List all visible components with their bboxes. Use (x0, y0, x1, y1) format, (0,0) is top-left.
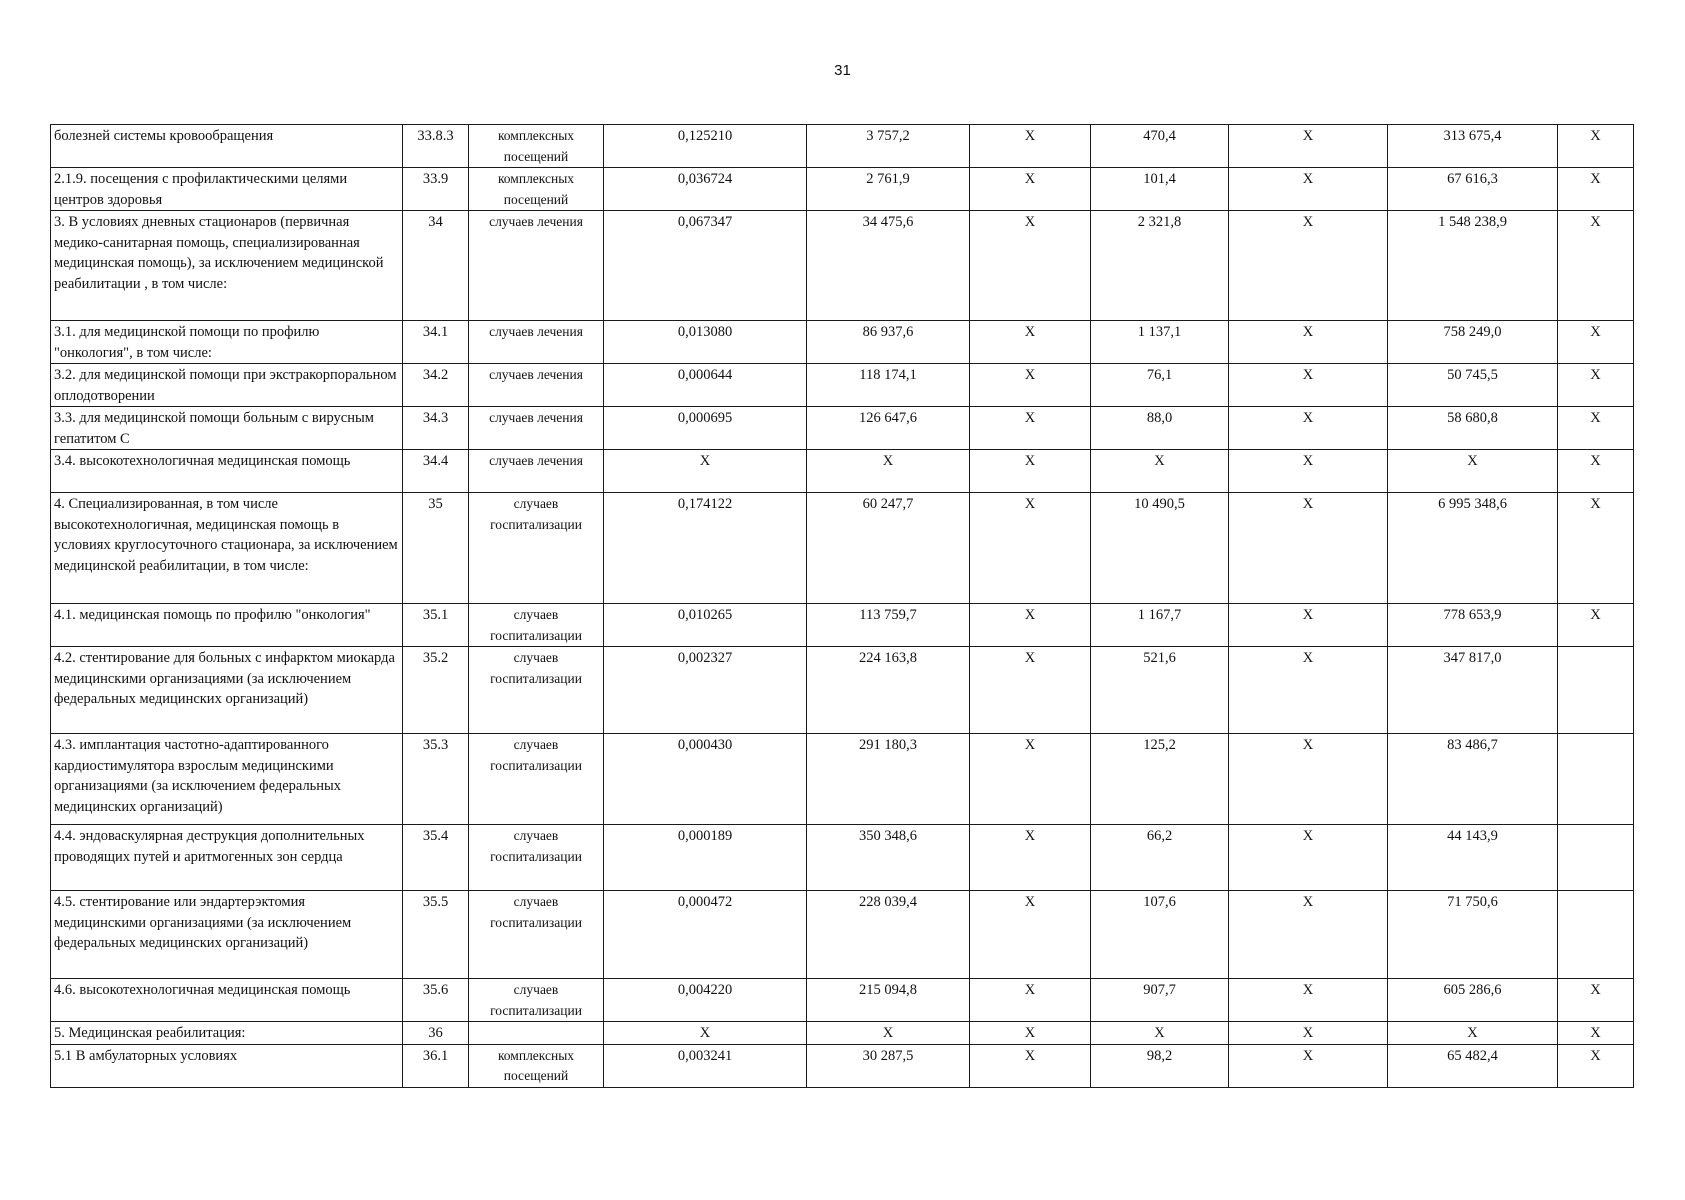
row-name-cell: 4.1. медицинская помощь по профилю "онкология" (51, 604, 403, 647)
row-cost-cell: 215 094,8 (807, 979, 970, 1022)
row-x1-cell: X (970, 364, 1091, 407)
row-x2-cell: X (1229, 450, 1388, 493)
table-row (51, 364, 1634, 407)
row-total-cell: X (1388, 450, 1558, 493)
row-name-cell: 4. Специализированная, в том числе высокотехнологичная, медицинская помощь в условиях круглосуточного стационара, за исключением медицинской реабилитации, в том числе: (51, 493, 403, 604)
row-per-capita-cell: 1 137,1 (1091, 321, 1229, 364)
row-code-cell: 34.2 (403, 364, 469, 407)
row-last-cell: X (1558, 321, 1634, 364)
row-x2-cell: X (1229, 647, 1388, 734)
row-norm-cell: 0,000695 (604, 407, 807, 450)
row-code-cell: 35.4 (403, 825, 469, 891)
table-row (51, 1044, 1634, 1087)
row-total-cell: 44 143,9 (1388, 825, 1558, 891)
row-name-cell: 4.5. стентирование или эндартерэктомия медицинскими организациями (за исключением федеральных медицинских организаций) (51, 891, 403, 979)
row-x1-cell: X (970, 168, 1091, 211)
row-name-cell: 3.1. для медицинской помощи по профилю "онкология", в том числе: (51, 321, 403, 364)
table-row (51, 1022, 1634, 1045)
row-x1-cell: X (970, 979, 1091, 1022)
row-unit-cell: комплексных посещений (469, 125, 604, 168)
table-row (51, 125, 1634, 168)
table-row (51, 604, 1634, 647)
row-total-cell: 1 548 238,9 (1388, 211, 1558, 321)
row-last-cell: X (1558, 125, 1634, 168)
row-code-cell: 34.3 (403, 407, 469, 450)
row-cost-cell: X (807, 1022, 970, 1045)
table-row (51, 979, 1634, 1022)
row-cost-cell: 126 647,6 (807, 407, 970, 450)
row-code-cell: 33.8.3 (403, 125, 469, 168)
page-number: 31 (834, 62, 851, 79)
row-cost-cell: 34 475,6 (807, 211, 970, 321)
row-name-cell: болезней системы кровообращения (51, 125, 403, 168)
row-total-cell: 347 817,0 (1388, 647, 1558, 734)
row-cost-cell: 350 348,6 (807, 825, 970, 891)
row-code-cell: 34.1 (403, 321, 469, 364)
row-code-cell: 35.2 (403, 647, 469, 734)
row-x1-cell: X (970, 825, 1091, 891)
table-row (51, 321, 1634, 364)
row-last-cell: X (1558, 407, 1634, 450)
row-norm-cell: 0,003241 (604, 1044, 807, 1087)
row-last-cell: X (1558, 450, 1634, 493)
table-row (51, 211, 1634, 321)
row-total-cell: 313 675,4 (1388, 125, 1558, 168)
row-unit-cell: случаев госпитализации (469, 979, 604, 1022)
row-cost-cell: 291 180,3 (807, 734, 970, 825)
row-per-capita-cell: 2 321,8 (1091, 211, 1229, 321)
row-cost-cell: 60 247,7 (807, 493, 970, 604)
row-unit-cell: случаев лечения (469, 450, 604, 493)
row-total-cell: 778 653,9 (1388, 604, 1558, 647)
row-last-cell (1558, 891, 1634, 979)
row-per-capita-cell: 907,7 (1091, 979, 1229, 1022)
row-per-capita-cell: 1 167,7 (1091, 604, 1229, 647)
row-unit-cell: случаев госпитализации (469, 891, 604, 979)
row-per-capita-cell: 107,6 (1091, 891, 1229, 979)
row-last-cell: X (1558, 211, 1634, 321)
row-cost-cell: X (807, 450, 970, 493)
row-norm-cell: 0,174122 (604, 493, 807, 604)
row-x2-cell: X (1229, 825, 1388, 891)
row-last-cell (1558, 734, 1634, 825)
row-unit-cell (469, 1022, 604, 1045)
row-x2-cell: X (1229, 321, 1388, 364)
row-norm-cell: 0,004220 (604, 979, 807, 1022)
row-norm-cell: 0,067347 (604, 211, 807, 321)
row-norm-cell: 0,002327 (604, 647, 807, 734)
row-unit-cell: комплексных посещений (469, 1044, 604, 1087)
row-norm-cell: X (604, 1022, 807, 1045)
row-unit-cell: случаев госпитализации (469, 734, 604, 825)
row-x2-cell: X (1229, 125, 1388, 168)
row-cost-cell: 224 163,8 (807, 647, 970, 734)
row-per-capita-cell: 98,2 (1091, 1044, 1229, 1087)
row-total-cell: 50 745,5 (1388, 364, 1558, 407)
row-norm-cell: 0,000189 (604, 825, 807, 891)
row-total-cell: 83 486,7 (1388, 734, 1558, 825)
row-x2-cell: X (1229, 604, 1388, 647)
row-name-cell: 4.2. стентирование для больных с инфарктом миокарда медицинскими организациями (за исключением федеральных медицинских организаций) (51, 647, 403, 734)
row-last-cell: X (1558, 1022, 1634, 1045)
row-per-capita-cell: 88,0 (1091, 407, 1229, 450)
row-total-cell: 71 750,6 (1388, 891, 1558, 979)
row-per-capita-cell: 66,2 (1091, 825, 1229, 891)
row-total-cell: 6 995 348,6 (1388, 493, 1558, 604)
row-name-cell: 3.2. для медицинской помощи при экстракорпоральном оплодотворении (51, 364, 403, 407)
row-x2-cell: X (1229, 493, 1388, 604)
row-code-cell: 35 (403, 493, 469, 604)
table-row (51, 168, 1634, 211)
row-norm-cell: X (604, 450, 807, 493)
row-unit-cell: комплексных посещений (469, 168, 604, 211)
row-x2-cell: X (1229, 1044, 1388, 1087)
row-code-cell: 35.6 (403, 979, 469, 1022)
row-x2-cell: X (1229, 364, 1388, 407)
row-x2-cell: X (1229, 734, 1388, 825)
row-x1-cell: X (970, 1044, 1091, 1087)
row-x1-cell: X (970, 891, 1091, 979)
row-code-cell: 34 (403, 211, 469, 321)
table-row (51, 493, 1634, 604)
row-name-cell: 3.4. высокотехнологичная медицинская помощь (51, 450, 403, 493)
row-unit-cell: случаев госпитализации (469, 647, 604, 734)
row-per-capita-cell: X (1091, 450, 1229, 493)
row-per-capita-cell: 10 490,5 (1091, 493, 1229, 604)
row-norm-cell: 0,125210 (604, 125, 807, 168)
row-last-cell (1558, 825, 1634, 891)
row-unit-cell: случаев лечения (469, 407, 604, 450)
row-x1-cell: X (970, 407, 1091, 450)
row-per-capita-cell: 76,1 (1091, 364, 1229, 407)
row-x1-cell: X (970, 450, 1091, 493)
row-x2-cell: X (1229, 168, 1388, 211)
row-name-cell: 5. Медицинская реабилитация: (51, 1022, 403, 1045)
row-per-capita-cell: 101,4 (1091, 168, 1229, 211)
table-row (51, 734, 1634, 825)
row-unit-cell: случаев лечения (469, 321, 604, 364)
row-last-cell: X (1558, 168, 1634, 211)
table-row (51, 450, 1634, 493)
row-per-capita-cell: X (1091, 1022, 1229, 1045)
row-x2-cell: X (1229, 891, 1388, 979)
tariff-table (50, 124, 1634, 1088)
row-name-cell: 4.4. эндоваскулярная деструкция дополнительных проводящих путей и аритмогенных зон сердца (51, 825, 403, 891)
row-cost-cell: 3 757,2 (807, 125, 970, 168)
row-cost-cell: 113 759,7 (807, 604, 970, 647)
row-x2-cell: X (1229, 407, 1388, 450)
row-last-cell: X (1558, 493, 1634, 604)
row-code-cell: 36.1 (403, 1044, 469, 1087)
row-last-cell: X (1558, 364, 1634, 407)
table-row (51, 407, 1634, 450)
row-x1-cell: X (970, 604, 1091, 647)
row-total-cell: 67 616,3 (1388, 168, 1558, 211)
row-last-cell: X (1558, 604, 1634, 647)
row-unit-cell: случаев госпитализации (469, 493, 604, 604)
row-total-cell: 58 680,8 (1388, 407, 1558, 450)
row-cost-cell: 2 761,9 (807, 168, 970, 211)
row-last-cell (1558, 647, 1634, 734)
row-x1-cell: X (970, 321, 1091, 364)
row-x2-cell: X (1229, 211, 1388, 321)
table-row (51, 891, 1634, 979)
row-code-cell: 36 (403, 1022, 469, 1045)
row-norm-cell: 0,010265 (604, 604, 807, 647)
row-x1-cell: X (970, 734, 1091, 825)
row-name-cell: 3.3. для медицинской помощи больным с вирусным гепатитом С (51, 407, 403, 450)
row-total-cell: X (1388, 1022, 1558, 1045)
row-name-cell: 4.6. высокотехнологичная медицинская помощь (51, 979, 403, 1022)
row-x1-cell: X (970, 1022, 1091, 1045)
row-total-cell: 605 286,6 (1388, 979, 1558, 1022)
row-norm-cell: 0,000644 (604, 364, 807, 407)
row-unit-cell: случаев госпитализации (469, 825, 604, 891)
row-x1-cell: X (970, 125, 1091, 168)
row-norm-cell: 0,000472 (604, 891, 807, 979)
row-code-cell: 34.4 (403, 450, 469, 493)
row-code-cell: 35.5 (403, 891, 469, 979)
row-name-cell: 3. В условиях дневных стационаров (первичная медико-санитарная помощь, специализированная медицинская помощь), за исключением медицинской реабилитации , в том числе: (51, 211, 403, 321)
row-norm-cell: 0,013080 (604, 321, 807, 364)
row-name-cell: 5.1 В амбулаторных условиях (51, 1044, 403, 1087)
row-total-cell: 758 249,0 (1388, 321, 1558, 364)
row-code-cell: 35.3 (403, 734, 469, 825)
row-cost-cell: 86 937,6 (807, 321, 970, 364)
row-x2-cell: X (1229, 979, 1388, 1022)
row-per-capita-cell: 521,6 (1091, 647, 1229, 734)
row-norm-cell: 0,036724 (604, 168, 807, 211)
row-x2-cell: X (1229, 1022, 1388, 1045)
row-norm-cell: 0,000430 (604, 734, 807, 825)
table-row (51, 825, 1634, 891)
row-last-cell: X (1558, 979, 1634, 1022)
row-unit-cell: случаев госпитализации (469, 604, 604, 647)
row-x1-cell: X (970, 211, 1091, 321)
row-name-cell: 4.3. имплантация частотно-адаптированного кардиостимулятора взрослым медицинскими организациями (за исключением федеральных медицинских организаций) (51, 734, 403, 825)
row-cost-cell: 228 039,4 (807, 891, 970, 979)
row-cost-cell: 30 287,5 (807, 1044, 970, 1087)
table-body (51, 125, 1634, 1088)
row-code-cell: 33.9 (403, 168, 469, 211)
row-x1-cell: X (970, 493, 1091, 604)
row-name-cell: 2.1.9. посещения с профилактическими целями центров здоровья (51, 168, 403, 211)
row-unit-cell: случаев лечения (469, 364, 604, 407)
row-per-capita-cell: 470,4 (1091, 125, 1229, 168)
row-last-cell: X (1558, 1044, 1634, 1087)
row-cost-cell: 118 174,1 (807, 364, 970, 407)
row-total-cell: 65 482,4 (1388, 1044, 1558, 1087)
row-per-capita-cell: 125,2 (1091, 734, 1229, 825)
row-code-cell: 35.1 (403, 604, 469, 647)
table-row (51, 647, 1634, 734)
row-x1-cell: X (970, 647, 1091, 734)
row-unit-cell: случаев лечения (469, 211, 604, 321)
